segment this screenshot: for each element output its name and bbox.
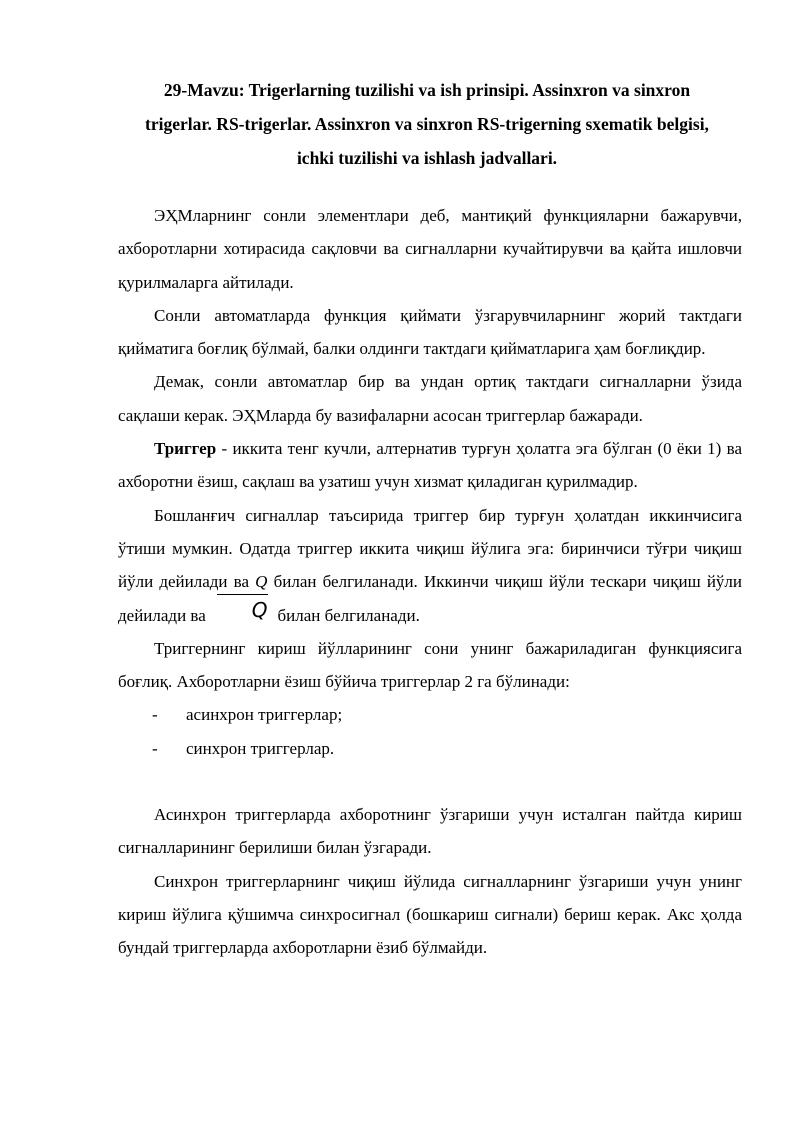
- document-body: [118, 199, 742, 965]
- title-line-2: trigerlar. RS-trigerlar. Assinxron va sinxron RS-trigerning sxematik belgisi,: [145, 114, 709, 134]
- paragraph-8: Синхрон триггерларнинг чиқиш йўлида сигналларнинг ўзгариши учун унинг кириш йўлига қўшимча синхросигнал (бошкариш сигнали) бериш керак. Акс ҳолда бундай триггерларда ахборотларни ёзиб бўлмайди.: [118, 871, 742, 958]
- list-dash: -: [152, 738, 158, 758]
- document-title: [112, 73, 742, 175]
- list-dash: -: [152, 705, 158, 725]
- spacer: [118, 765, 742, 798]
- paragraph-5-text-a: Бошланғич сигналлар таъсирида триггер бир турғун ҳолатдан иккинчисига ўтиши мумкин. Одатда триггер иккита чиқиш йўлига эга: биринчиси тўғри чиқиш йўли дейилади ва: [118, 505, 742, 592]
- paragraph-2: Сонли автоматларда функция қиймати ўзгарувчиларнинг жорий тактдаги қийматига боғлиқ бўлмай, балки олдинги тактдаги қийматларига ҳам боғлиқдир.: [118, 305, 742, 359]
- paragraph-5-text-c: билан белгиланади.: [277, 605, 420, 625]
- paragraph-4: [118, 432, 742, 499]
- paragraph-5-text-b: билан белгиланади. Иккинчи чиқиш йўли тескари чиқиш йўли дейилади ва: [118, 572, 742, 625]
- list-item-text: асинхрон триггерлар;: [186, 705, 343, 725]
- title-line-3: ichki tuzilishi va ishlash jadvallari.: [296, 148, 558, 168]
- symbol-q-bar: Q: [216, 600, 268, 620]
- list-item: [118, 732, 742, 765]
- term-trigger: Триггер: [154, 439, 217, 459]
- paragraph-6: Триггернинг кириш йўлларининг сони унинг бажариладиган функциясига боғлиқ. Ахборотларни ёзиш бўйича триггерлар 2 га бўлинади:: [118, 638, 742, 692]
- paragraph-3: Демак, сонли автоматлар бир ва ундан ортиқ тактдаги сигналларни ўзида сақлаши керак. ЭҲМларда бу вазифаларни асосан триггерлар бажаради.: [118, 372, 742, 425]
- title-line-1: 29-Mavzu: Trigerlarning tuzilishi va ish prinsipi. Assinxron va sinxron: [163, 80, 691, 100]
- paragraph-5: [118, 499, 742, 632]
- paragraph-7: Асинхрон триггерларда ахборотнинг ўзгариши учун исталган пайтда кириш сигналларининг берилиши билан ўзгаради.: [118, 805, 742, 858]
- symbol-q: Q: [255, 572, 268, 592]
- list-item-text: синхрон триггерлар.: [186, 738, 335, 758]
- paragraph-1: ЭҲМларнинг сонли элементлари деб, мантиқий функцияларни бажарувчи, ахборотларни хотирасида сақловчи ва сигналларни кучайтирувчи ва қайта ишловчи қурилмаларга айтилади.: [118, 206, 742, 292]
- list-item: [118, 698, 742, 731]
- trigger-types-list: [118, 698, 742, 765]
- paragraph-4-text: - иккита тенг кучли, алтернатив турғун ҳолатга эга бўлган (0 ёки 1) ва ахборотни ёзиш, сақлаш ва узатиш учун хизмат қиладиган қурилмадир.: [118, 439, 742, 492]
